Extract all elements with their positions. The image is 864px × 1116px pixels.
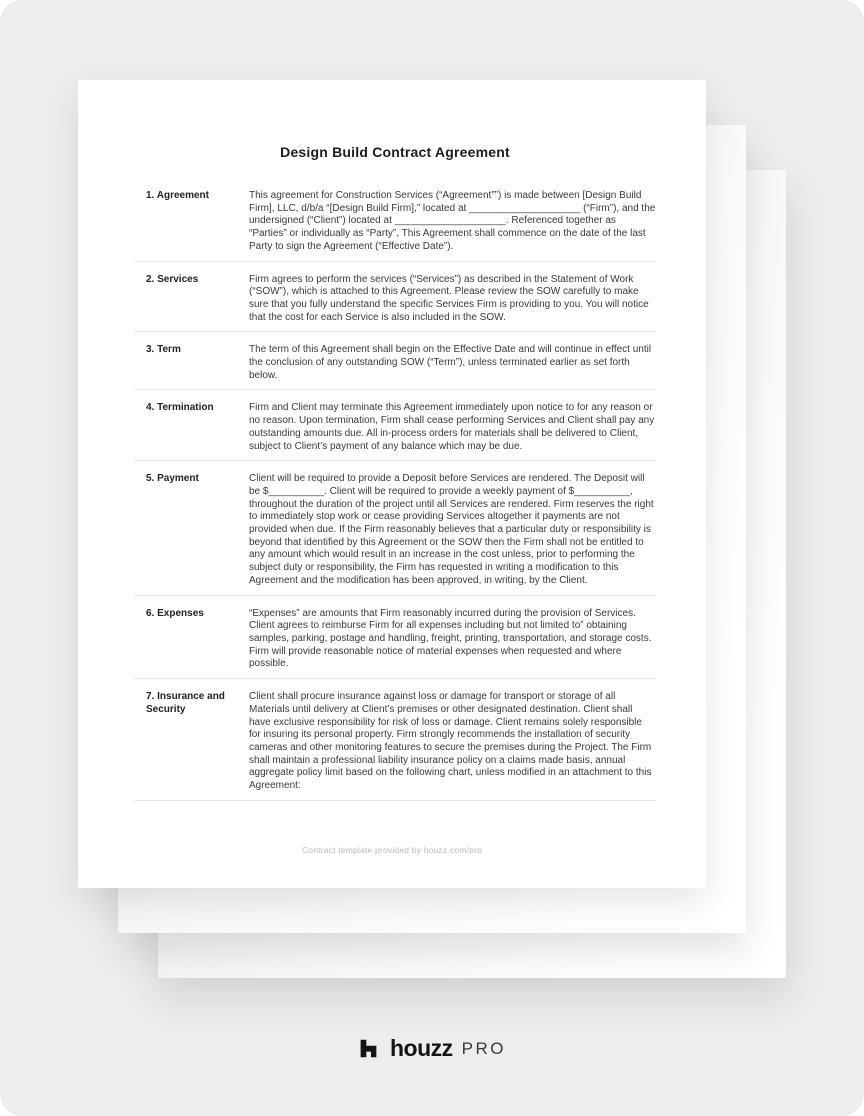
- section-row-services: [134, 262, 656, 333]
- contract-page: [78, 80, 706, 888]
- section-label: 1. Agreement: [146, 190, 209, 201]
- section-body: Firm and Client may terminate this Agreement immediately upon notice to for any reason or no reason. Upon termination, Firm shall cease performing Services and Client shall pay any outstanding amounts due. All in-process orders for materials shall be delivered to Client, subject to Client’s payment of any balance which may be due.: [249, 402, 655, 452]
- section-label: 7. Insurance and Security: [146, 691, 225, 715]
- houzz-wordmark: houzz: [390, 1034, 453, 1061]
- page-title: Design Build Contract Agreement: [280, 144, 510, 160]
- section-label: 5. Payment: [146, 473, 199, 485]
- section-row-payment: [134, 461, 656, 595]
- section-label: 3. Term: [146, 344, 181, 356]
- section-row-insurance-security: [134, 679, 656, 801]
- section-row-expenses: [134, 596, 656, 680]
- section-body: The term of this Agreement shall begin on the Effective Date and will continue in effect until the conclusion of any outstanding SOW (“Term”), unless terminated earlier as set forth below.: [249, 344, 652, 381]
- section-label: 2. Services: [146, 273, 199, 285]
- section-body: Client will be required to provide a Deposit before Services are rendered. The Deposit will be $__________. Client will be required to provide a weekly payment of $__________, throughout the duration of the project until all Services are rendered. Firm reserves the right to immediately stop work or cease providing Services altogether it payments are not provided when due. If the Firm reasonably believes that a particular duty or responsibility is beyond that identified by this Agreement or the SOW then the Firm shall not be entitled to any amount which would result in an increase in the cost unless, prior to performing the subject duty or responsibility, the Firm has requested in writing a modification to this Agreement and the modification has been approved, in writing, by the Client.: [249, 473, 654, 586]
- section-body: This agreement for Construction Services (“Agreement””) is made between [Design Build Firm], LLC, d/b/a “[Design Build Firm],” located at ____________________ (“Firm”), and the undersigned (“Client”) located at ____________________. Referenced together as “Parties” or individually as “Party”. This Agreement shall commence on the date of the last Party to sign the Agreement (“Effective Date”).: [249, 190, 656, 252]
- houzz-h-icon: [358, 1038, 379, 1059]
- template-attribution-note: Contract template provided by houzz.com/pro: [301, 845, 483, 855]
- section-row-agreement: [134, 178, 656, 262]
- section-body: Firm agrees to perform the services (“Services”) as described in the Statement of Work (“SOW”), which is attached to this Agreement. Please review the SOW carefully to make sure that you fully understand the specific Services Firm is providing to you. You will notice that the cost for each Service is also included in the SOW.: [249, 273, 649, 323]
- section-row-term: [134, 332, 656, 390]
- section-label: 6. Expenses: [146, 607, 204, 619]
- section-row-termination: [134, 390, 656, 461]
- houzz-pro-logo: [0, 1033, 864, 1063]
- pro-wordmark: PRO: [461, 1038, 506, 1058]
- section-body: Client shall procure insurance against loss or damage for transport or storage of all Materials until delivery at Client’s premises or other designated destination. Client shall have exclusive responsibility for risk of loss or damage. Client remains solely responsible for insuring its personal property. Firm strongly recommends the installation of security cameras and other monitoring features to secure the premises during the Project. The Firm shall maintain a professional liability insurance policy on a claims made basis, annual aggregate policy limit based on the following chart, unless modified in an attachment to this Agreement:: [249, 691, 652, 792]
- section-body: “Expenses” are amounts that Firm reasonably incurred during the provision of Services. Client agrees to reimburse Firm for all expenses including but not limited to” obtaining samples, parking, postage and handling, freight, printing, transportation, and storage costs. Firm will provide reasonable notice of material expenses when requested and where possible.: [249, 607, 652, 670]
- section-label: 4. Termination: [146, 402, 214, 414]
